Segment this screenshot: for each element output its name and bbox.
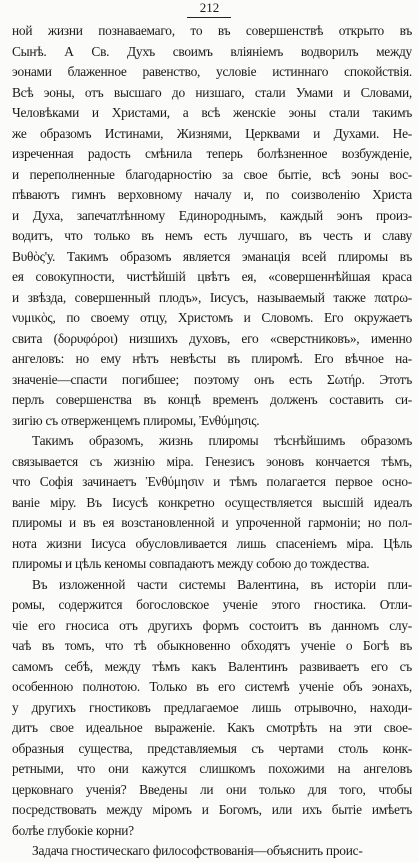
- text-line: изреченная радость смѣнила теперь болѣзненное возбужденіе,: [12, 146, 412, 161]
- text-line: ной жизни познаваемаго, то въ совершенствѣ открыто въ: [12, 23, 412, 38]
- text-line: и Духа, запечатлѣнному Единороднымъ, каждый эонъ произ-: [12, 207, 412, 223]
- text-line: же образомъ Истинами, Жизнями, Церквами и Духами. Не-: [12, 125, 412, 141]
- text-line: значеніе—спасти погибшее; поэтому онъ есть Σωτήρ. Этотъ: [12, 371, 412, 387]
- text-line: и переполненные благодарностію за свое бытіе, всѣ эоны вос-: [12, 166, 412, 182]
- text-line: чіе его гносиса отъ другихъ формъ состоитъ въ данномъ слу-: [12, 617, 412, 633]
- text-line: и звѣзда, совершенный плодъ», Іисусъ, называемый также πατρω-: [12, 289, 412, 305]
- text-line: водитъ, что только въ немъ есть лучшаго, въ честь и славу: [12, 228, 412, 243]
- text-line: Всѣ эоны, отъ высшаго до низшаго, стали Умами и Словами,: [12, 84, 412, 100]
- header-rule: [187, 17, 231, 18]
- page-number: 212: [199, 0, 220, 15]
- paragraph: [12, 841, 412, 862]
- body-text: [12, 21, 412, 862]
- text-line: что Софія зачинаетъ Ἐνθύμησιν и тѣмъ полагается первое осно-: [12, 474, 412, 489]
- text-line: перлъ совершенства въ концѣ временъ долженъ составить си-: [12, 392, 412, 407]
- text-line: посредствовать между міромъ и Богомъ, или ихъ бытіе имѣетъ: [12, 802, 412, 817]
- text-line: эонами блаженное равенство, условіе истиннаго спокойствія.: [12, 64, 412, 79]
- text-line: ретными, что они кажутся слишкомъ похожими на ангеловъ: [12, 761, 412, 776]
- paragraph: [12, 21, 412, 431]
- text-line: чаѣ въ томъ, что тѣ обыкновенно обходятъ ученіе о Богѣ въ: [12, 638, 412, 653]
- text-line: церковнаго ученія? Введены ли они только для того, чтобы: [12, 781, 412, 797]
- text-line: у другихъ гностиковъ предлагаемое лишь отрывочно, находи-: [12, 699, 412, 715]
- text-line: ангеловъ: но ему нѣтъ невѣсты въ плиромѣ. Его вѣчное на-: [12, 351, 412, 366]
- text-line: дитъ свое идеальное выраженіе. Какъ смотрѣть на эти свое-: [12, 720, 412, 735]
- text-line: нота жизни Іисуса обусловливается лишь спасеніемъ міра. Цѣль: [12, 535, 412, 551]
- text-line: Такимъ образомъ, жизнь плиромы тѣснѣйшимъ образомъ: [32, 433, 412, 448]
- text-line: болѣе глубокіе корни?: [12, 822, 134, 838]
- text-line: Сынѣ. А Св. Духъ своимъ вліяніемъ водворилъ между: [12, 43, 412, 59]
- text-line: Задача гностическаго философствованія—объяснить проис-: [32, 843, 363, 858]
- text-line: плиромы и цѣль кеномы совпадаютъ между собою до тождества.: [12, 556, 370, 571]
- text-line: ромы, содержится богословское ученіе этого гностика. Отли-: [12, 597, 412, 612]
- text-line: νυμικὸς, по своему отцу, Христомъ и Словомъ. Его окружаетъ: [12, 310, 412, 325]
- text-line: плиромы и въ ея возстановленной и упроченной гармоніи; но пол-: [12, 515, 412, 530]
- text-line: ея совокупности, чистѣйшій цвѣтъ ея, «совершеннѣйшая краса: [12, 269, 412, 284]
- text-line: образныя существа, представляемыя съ чертами столь конк-: [12, 740, 412, 756]
- text-line: Въ изложенной части системы Валентина, въ исторіи пли-: [32, 576, 412, 592]
- text-line: особенною полнотою. Только въ его системѣ ученіе объ эонахъ,: [12, 679, 412, 694]
- text-line: Βυθὸς'у. Такимъ образомъ является эманація всей плиромы въ: [12, 248, 412, 264]
- text-line: пѣваютъ гимнъ верховному началу и, по соизволенію Христа: [12, 187, 412, 202]
- text-line: свита (δορυφόροι) низшихъ духовъ, его «сверстниковъ», именно: [12, 330, 412, 346]
- paragraph: [12, 575, 412, 842]
- text-line: Человѣками и Христами, а всѣ женскіе эоны стали такимъ: [12, 105, 412, 120]
- text-line: зигію съ отверженцемъ плиромы, Ἐνθύμησις.: [12, 412, 260, 428]
- text-line: связывается съ жизнію міра. Генезисъ эоновъ кончается тѣмъ,: [12, 453, 412, 469]
- text-line: ваніе міру. Въ Іисусѣ конкретно осуществляется высшій идеалъ: [12, 494, 412, 510]
- text-line: самомъ себѣ, между тѣмъ какъ Валентинъ развиваетъ его съ: [12, 658, 412, 674]
- paragraph: [12, 431, 412, 575]
